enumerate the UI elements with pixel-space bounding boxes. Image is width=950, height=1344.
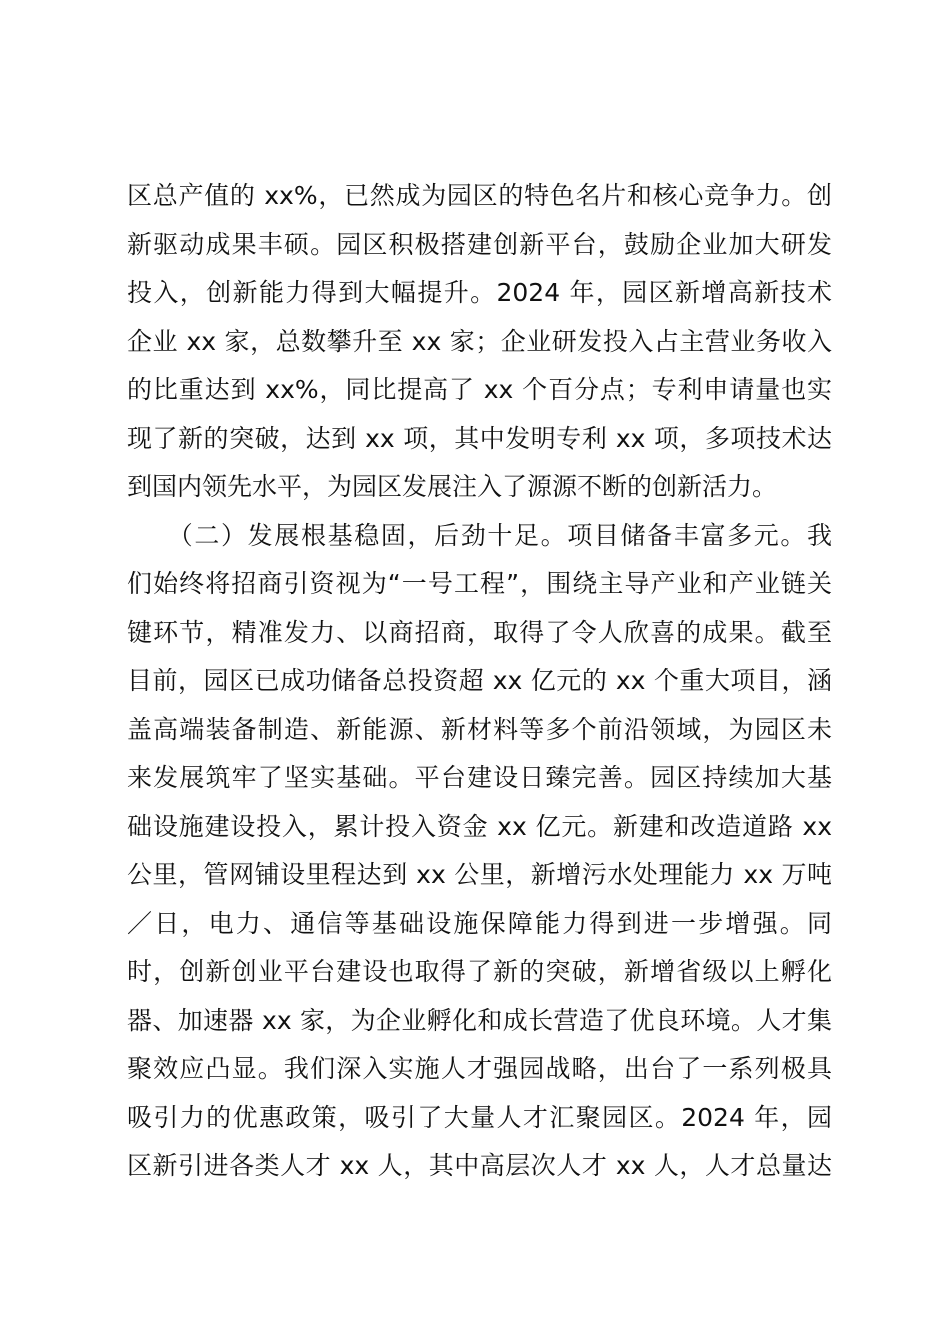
paragraph-start-line: （二）发展根基稳固，后劲十足。项目储备丰富多元。我 [127, 520, 832, 550]
text-line: 吸引力的优惠政策，吸引了大量人才汇聚园区。2024 年，园 [127, 1102, 832, 1132]
text-line: 企业 xx 家，总数攀升至 xx 家；企业研发投入占主营业务收入 [127, 326, 832, 356]
text-line: 区总产值的 xx%，已然成为园区的特色名片和核心竞争力。创 [127, 181, 832, 210]
text-line: 键环节，精准发力、以商招商，取得了令人欣喜的成果。截至 [127, 617, 832, 647]
text-line: 目前，园区已成功储备总投资超 xx 亿元的 xx 个重大项目，涵 [127, 666, 832, 695]
text-line: 的比重达到 xx%，同比提高了 xx 个百分点；专利申请量也实 [127, 375, 832, 404]
text-line: 现了新的突破，达到 xx 项，其中发明专利 xx 项，多项技术达 [127, 423, 832, 453]
paragraph-end-line: 到国内领先水平，为园区发展注入了源源不断的创新活力。 [127, 472, 778, 501]
text-line: 新驱动成果丰硕。园区积极搭建创新平台，鼓励企业加大研发 [127, 229, 832, 259]
text-line: ／日，电力、通信等基础设施保障能力得到进一步增强。同 [127, 908, 832, 938]
text-line: 来发展筑牢了坚实基础。平台建设日臻完善。园区持续加大基 [127, 763, 832, 792]
text-line: 础设施建设投入，累计投入资金 xx 亿元。新建和改造道路 xx [127, 811, 832, 841]
text-line: 投入，创新能力得到大幅提升。2024 年，园区新增高新技术 [127, 278, 832, 307]
text-line: 器、加速器 xx 家，为企业孵化和成长营造了优良环境。人才集 [127, 1005, 832, 1035]
text-line: 区新引进各类人才 xx 人，其中高层次人才 xx 人，人才总量达 [127, 1151, 832, 1180]
text-line: 盖高端装备制造、新能源、新材料等多个前沿领域，为园区未 [127, 714, 832, 744]
text-line: 们始终将招商引资视为“一号工程”，围绕主导产业和产业链关 [127, 569, 832, 598]
body-text [127, 172, 832, 1191]
text-line: 聚效应凸显。我们深入实施人才强园战略，出台了一系列极具 [127, 1054, 832, 1083]
text-line: 时，创新创业平台建设也取得了新的突破，新增省级以上孵化 [127, 957, 832, 986]
text-line: 公里，管网铺设里程达到 xx 公里，新增污水处理能力 xx 万吨 [127, 860, 832, 889]
